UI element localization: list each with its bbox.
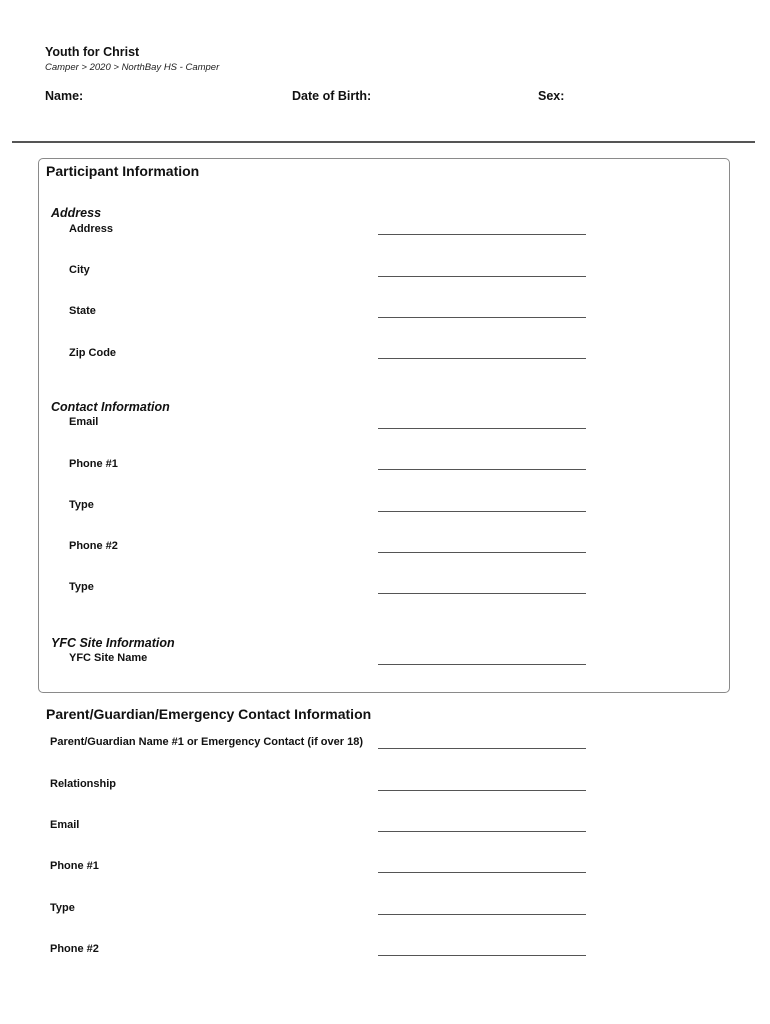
guardian-phone-2-field-label: Phone #2 bbox=[50, 943, 99, 955]
guardian-name-field-label: Parent/Guardian Name #1 or Emergency Contact (if over 18) bbox=[50, 736, 363, 748]
guardian-information-title: Parent/Guardian/Emergency Contact Information bbox=[46, 706, 372, 722]
organization-title: Youth for Christ bbox=[45, 45, 140, 59]
phone-1-type-field-label: Type bbox=[69, 499, 94, 511]
city-field-label: City bbox=[69, 264, 90, 276]
yfc-site-name-input-line[interactable] bbox=[378, 664, 586, 665]
phone-2-type-input-line[interactable] bbox=[378, 593, 586, 594]
guardian-name-input-line[interactable] bbox=[378, 748, 586, 749]
guardian-phone-1-input-line[interactable] bbox=[378, 872, 586, 873]
address-group-title: Address bbox=[51, 206, 102, 220]
header-divider bbox=[12, 141, 755, 143]
phone-1-input-line[interactable] bbox=[378, 469, 586, 470]
participant-information-title: Participant Information bbox=[46, 163, 200, 179]
state-field-label: State bbox=[69, 305, 96, 317]
guardian-type-field-label: Type bbox=[50, 902, 75, 914]
zip-code-field-label: Zip Code bbox=[69, 347, 117, 359]
participant-information-panel bbox=[38, 158, 730, 693]
email-field-label: Email bbox=[69, 416, 99, 428]
guardian-phone-1-field-label: Phone #1 bbox=[50, 860, 99, 872]
phone-1-type-input-line[interactable] bbox=[378, 511, 586, 512]
guardian-type-input-line[interactable] bbox=[378, 914, 586, 915]
state-input-line[interactable] bbox=[378, 317, 586, 318]
contact-information-group-title: Contact Information bbox=[51, 400, 170, 414]
yfc-site-information-group-title: YFC Site Information bbox=[51, 636, 175, 650]
address-input-line[interactable] bbox=[378, 234, 586, 235]
zip-code-input-line[interactable] bbox=[378, 358, 586, 359]
city-input-line[interactable] bbox=[378, 276, 586, 277]
breadcrumb: Camper > 2020 > NorthBay HS - Camper bbox=[45, 62, 220, 73]
date-of-birth-label: Date of Birth: bbox=[292, 89, 372, 103]
phone-2-field-label: Phone #2 bbox=[69, 540, 118, 552]
yfc-site-name-field-label: YFC Site Name bbox=[69, 652, 148, 664]
phone-2-input-line[interactable] bbox=[378, 552, 586, 553]
sex-label: Sex: bbox=[538, 89, 565, 103]
relationship-field-label: Relationship bbox=[50, 778, 117, 790]
address-field-label: Address bbox=[69, 223, 114, 235]
guardian-email-input-line[interactable] bbox=[378, 831, 586, 832]
guardian-phone-2-input-line[interactable] bbox=[378, 955, 586, 956]
email-input-line[interactable] bbox=[378, 428, 586, 429]
phone-2-type-field-label: Type bbox=[69, 581, 94, 593]
name-label: Name: bbox=[45, 89, 84, 103]
relationship-input-line[interactable] bbox=[378, 790, 586, 791]
phone-1-field-label: Phone #1 bbox=[69, 458, 118, 470]
guardian-email-field-label: Email bbox=[50, 819, 80, 831]
